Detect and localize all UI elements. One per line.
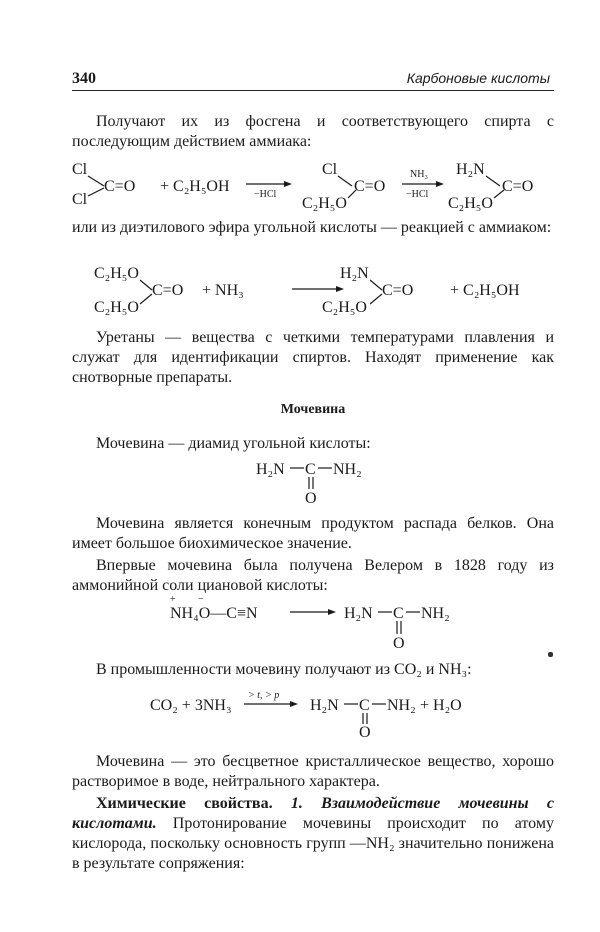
ethoxy-urethane: C₂H₅O: [322, 299, 367, 316]
urea3-h2n: H₂N: [310, 697, 339, 714]
urea2-o: O: [393, 635, 405, 652]
chem-props-subheading: 1. Взаимодействие мочевины с кислотами.: [72, 795, 555, 832]
plus-ethanol-2: + C₂H₅OH: [450, 282, 520, 299]
reaction-industrial: [140, 686, 520, 740]
urea1-c: C: [305, 461, 316, 478]
page-number: 340: [72, 70, 96, 87]
cl-bottom: Cl: [72, 191, 88, 208]
paragraph-industry: В промышленности мочевину получают из CO₂ и NH₃:: [96, 661, 472, 678]
reaction-phosgene: [60, 152, 560, 216]
cl-intermediate: Cl: [322, 161, 338, 178]
plus-nh3: + NH₃: [202, 282, 244, 299]
carbonyl-3: C=O: [502, 178, 534, 195]
urea1-nh2: NH₂: [333, 461, 362, 478]
paragraph-chemical-properties: [72, 794, 554, 874]
paragraph-properties: Мочевина — это бесцветное кристаллическое вещество, хорошо растворимое в воде, нейтрального характера.: [72, 753, 554, 790]
eq4-condition: > t, > p: [248, 690, 280, 701]
paragraph-urethanes: Уретаны — вещества с четкими температурами плавления и служат для идентификации спиртов. Находят применение как снотворные препараты.: [72, 329, 554, 386]
minus-hcl-1: −HCl: [254, 189, 277, 200]
charge-minus: −: [198, 596, 204, 605]
running-title: Карбоновые кислоты: [406, 70, 550, 86]
paragraph-diethyl: или из диэтилового эфира угольной кислоты — реакцией с аммиаком:: [72, 219, 552, 236]
ethoxy-product: C₂H₅O: [448, 195, 493, 212]
urea1-o: O: [305, 490, 317, 506]
urea1-h2n: H₂N: [256, 461, 285, 478]
carbonyl-5: C=O: [382, 282, 414, 299]
chem-props-text: Протонирование мочевины происходит по атому кислорода, поскольку основность групп —NH₂ значительно понижена в результате сопряжения:: [72, 815, 555, 872]
nh3-condition: NH₃: [410, 169, 428, 180]
reaction-wohler: [160, 596, 460, 654]
ethoxy-top: C₂H₅O: [94, 265, 139, 282]
eq4-left: CO₂ + 3NH₃: [150, 697, 232, 714]
minus-hcl-2: −HCl: [406, 189, 429, 200]
h2n-urethane: H₂N: [340, 265, 369, 282]
urea3-o: O: [359, 724, 371, 740]
charge-plus: +: [170, 596, 176, 605]
paragraph-urea-protein: Мочевина является конечным продуктом распада белков. Она имеет большое биохимическое значение.: [72, 515, 554, 552]
urea2-c: C: [393, 605, 404, 622]
carbonyl-4: C=O: [152, 282, 184, 299]
h2n-product: H₂N: [456, 161, 485, 178]
ethoxy-intermediate: C₂H₅O: [302, 195, 347, 212]
ammonium-cyanate: NH₄O—C≡N: [170, 605, 258, 622]
paragraph-phosgene: Получают их из фосгена и соответствующего спирта с последующим действием аммиака:: [72, 113, 554, 150]
urea2-h2n: H₂N: [344, 605, 373, 622]
urea-structure-1: [250, 456, 380, 506]
ethoxy-bottom: C₂H₅O: [94, 299, 139, 316]
header-rule: [72, 90, 554, 91]
paragraph-urea-definition: Мочевина — диамид угольной кислоты:: [96, 435, 371, 452]
plus-ethanol-1: + C₂H₅OH: [160, 178, 230, 195]
carbonyl-1: C=O: [104, 178, 136, 195]
margin-mark: [548, 652, 553, 657]
eq4-plus-water: + H₂O: [420, 697, 462, 714]
urea3-nh2: NH₂: [387, 697, 416, 714]
paragraph-wohler: Впервые мочевина была получена Велером в 1828 году из аммонийной соли циановой кислоты:: [72, 557, 554, 594]
urea2-nh2: NH₂: [421, 605, 450, 622]
section-heading-urea: Мочевина: [280, 402, 346, 417]
cl-top: Cl: [72, 161, 88, 178]
chem-props-label: Химические свойства.: [96, 795, 273, 812]
reaction-diethyl-carbonate: [60, 262, 560, 320]
carbonyl-2: C=O: [354, 178, 386, 195]
urea3-c: C: [359, 697, 370, 714]
